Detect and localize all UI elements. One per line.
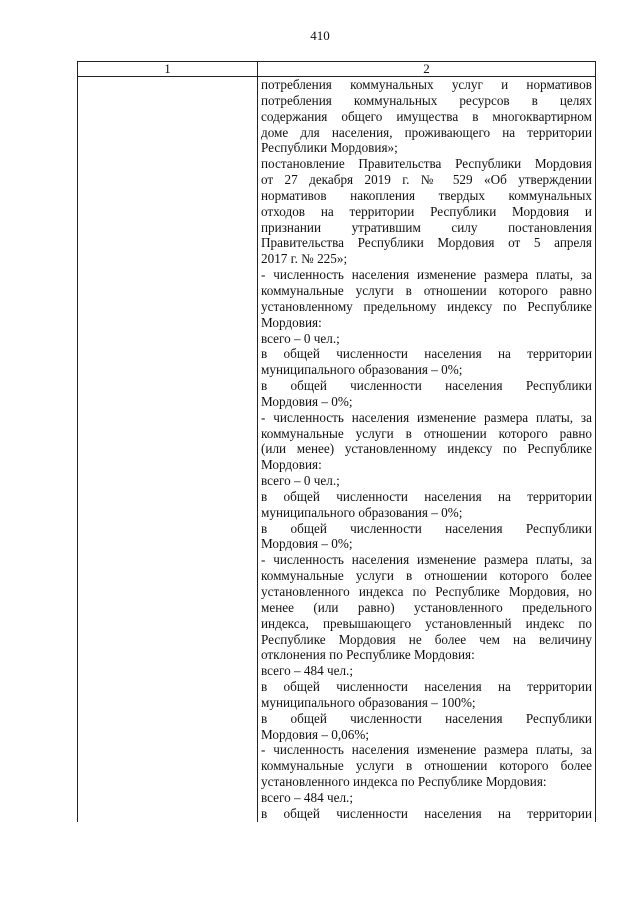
text-line: коммунальные услуги в отношении которого равно bbox=[261, 425, 592, 441]
text-line: Правительства Республики Мордовия от 5 апреля bbox=[261, 235, 592, 251]
header-row bbox=[78, 62, 596, 77]
text-line: отходов на территории Республики Мордовия и bbox=[261, 203, 592, 219]
text-line: Мордовия – 0%; bbox=[261, 393, 353, 409]
text-line: - численность населения изменение размера платы, за bbox=[261, 742, 592, 758]
text-line: (или менее) установленному индексу по Республике bbox=[261, 441, 592, 457]
text-line: постановление Правительства Республики Мордовия bbox=[261, 156, 592, 172]
text-line: Мордовия: bbox=[261, 314, 322, 330]
text-line: 2017 г. № 225»; bbox=[261, 251, 348, 267]
text-line: - численность населения изменение размера платы, за bbox=[261, 267, 592, 283]
text-line: отклонения по Республике Мордовия: bbox=[261, 647, 475, 663]
text-line: коммунальные услуги в отношении которого равно bbox=[261, 282, 592, 298]
text-line: от 27 декабря 2019 г. № 529 «Об утверждении bbox=[261, 172, 592, 188]
column-header-1: 1 bbox=[78, 62, 258, 77]
column-header-2: 2 bbox=[258, 62, 596, 77]
column-1-cell bbox=[78, 77, 258, 822]
text-line: коммунальные услуги в отношении которого более bbox=[261, 568, 592, 584]
text-line: муниципального образования – 0%; bbox=[261, 504, 463, 520]
text-line: менее (или равно) установленного предельного bbox=[261, 599, 592, 615]
text-line: коммунальные услуги в отношении которого более bbox=[261, 758, 592, 774]
text-line: муниципального образования – 100%; bbox=[261, 694, 476, 710]
column-2-text bbox=[258, 77, 595, 822]
text-line: - численность населения изменение размера платы, за bbox=[261, 552, 592, 568]
text-line: установленного индекса по Республике Мордовия: bbox=[261, 774, 547, 790]
text-line: в общей численности населения на территории bbox=[261, 346, 592, 362]
text-line: установленному предельному индексу по Республике bbox=[261, 298, 592, 314]
text-line: всего – 484 чел.; bbox=[261, 663, 353, 679]
column-2-cell bbox=[258, 77, 596, 822]
text-line: индекса, превышающего установленный индекс по bbox=[261, 615, 592, 631]
text-line: муниципального образования – 0%; bbox=[261, 362, 463, 378]
text-line: потребления коммунальных ресурсов в целях bbox=[261, 92, 592, 108]
text-line: доме для населения, проживающего на территории bbox=[261, 124, 592, 140]
text-line: в общей численности населения Республики bbox=[261, 710, 592, 726]
text-line: содержания общего имущества в многоквартирном bbox=[261, 108, 592, 124]
page-number: 410 bbox=[310, 28, 330, 43]
text-line: Республики Мордовия»; bbox=[261, 140, 398, 156]
text-line: всего – 484 чел.; bbox=[261, 789, 353, 805]
text-line: Мордовия – 0,06%; bbox=[261, 726, 369, 742]
text-line: Мордовия – 0%; bbox=[261, 536, 353, 552]
text-line: нормативов накопления твердых коммунальных bbox=[261, 187, 592, 203]
text-line: в общей численности населения на территории bbox=[261, 805, 592, 821]
text-line: потребления коммунальных услуг и нормативов bbox=[261, 77, 592, 92]
table-row bbox=[78, 77, 596, 822]
text-line: в общей численности населения на территории bbox=[261, 488, 592, 504]
text-line: в общей численности населения Республики bbox=[261, 378, 592, 394]
text-line: признании утратившим силу постановления bbox=[261, 219, 592, 235]
text-line: установленного индекса по Республике Мордовия, но bbox=[261, 584, 592, 599]
text-line: Республике Мордовия не более чем на величину bbox=[261, 631, 592, 647]
document-table bbox=[77, 61, 596, 822]
text-line: всего – 0 чел.; bbox=[261, 473, 340, 489]
text-line: - численность населения изменение размера платы, за bbox=[261, 409, 592, 425]
text-line: в общей численности населения на территории bbox=[261, 679, 592, 695]
text-line: в общей численности населения Республики bbox=[261, 520, 592, 536]
text-line: всего – 0 чел.; bbox=[261, 330, 340, 346]
text-line: Мордовия: bbox=[261, 457, 322, 473]
